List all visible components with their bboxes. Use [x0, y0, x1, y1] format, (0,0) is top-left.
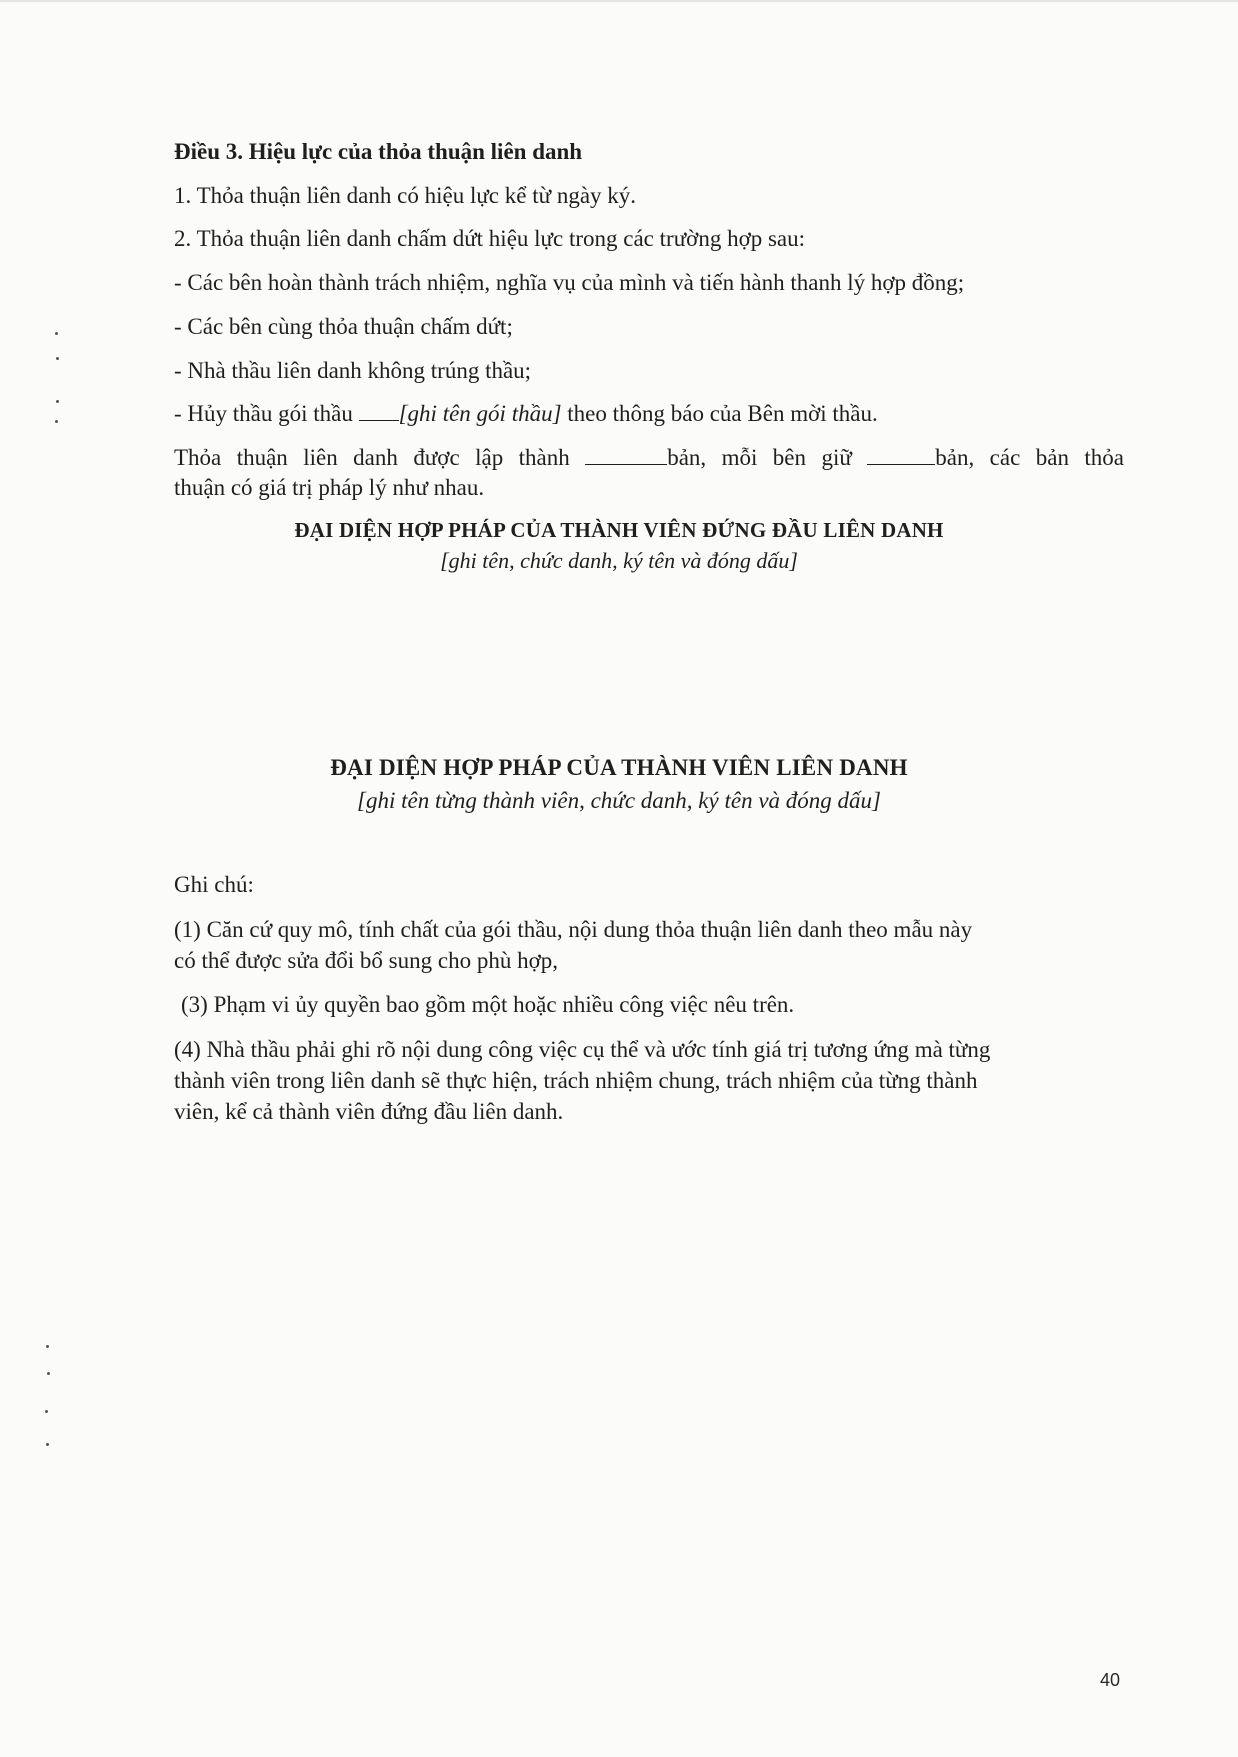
- scan-speck: [46, 1345, 49, 1348]
- blank-package-name: [359, 400, 399, 421]
- lead-representative-instruction: [ghi tên, chức danh, ký tên và đóng dấu]: [440, 548, 798, 573]
- lead-representative-title: ĐẠI DIỆN HỢP PHÁP CỦA THÀNH VIÊN ĐỨNG ĐẦU LIÊN DANH: [294, 518, 944, 542]
- bullet-1: - Các bên hoàn thành trách nhiệm, nghĩa vụ của mình và tiến hành thanh lý hợp đồng;: [174, 270, 965, 295]
- member-representative-instruction: [ghi tên từng thành viên, chức danh, ký tên và đóng dấu]: [357, 788, 881, 813]
- copies-text-2: bản, mỗi bên giữ: [667, 445, 868, 470]
- scan-speck: [45, 1410, 48, 1413]
- notes-label: Ghi chú:: [174, 872, 254, 897]
- scan-speck: [46, 1443, 49, 1446]
- blank-copies-total: [585, 444, 667, 465]
- copies-line-1: [174, 443, 1124, 473]
- scan-speck: [56, 357, 59, 360]
- scan-speck: [55, 332, 58, 335]
- copies-line-2: thuận có giá trị pháp lý như nhau.: [174, 475, 485, 500]
- bullet-4-prefix: - Hủy thầu gói thầu: [174, 401, 359, 426]
- scan-speck: [55, 420, 58, 423]
- note-4-line-1: (4) Nhà thầu phải ghi rõ nội dung công việc cụ thể và ước tính giá trị tương ứng mà từng: [174, 1037, 991, 1062]
- bullet-4: [174, 399, 878, 429]
- scan-edge: [0, 0, 1238, 2]
- clause-1: 1. Thỏa thuận liên danh có hiệu lực kể từ ngày ký.: [174, 183, 637, 208]
- bullet-3: - Nhà thầu liên danh không trúng thầu;: [174, 358, 532, 383]
- member-representative-title: ĐẠI DIỆN HỢP PHÁP CỦA THÀNH VIÊN LIÊN DANH: [330, 755, 908, 780]
- scan-speck: [56, 400, 59, 403]
- article-heading: Điều 3. Hiệu lực của thỏa thuận liên danh: [174, 139, 583, 164]
- scan-speck: [47, 1372, 50, 1375]
- page-number: 40: [1100, 1670, 1121, 1690]
- bullet-2: - Các bên cùng thỏa thuận chấm dứt;: [174, 314, 513, 339]
- copies-text-1: Thỏa thuận liên danh được lập thành: [174, 445, 586, 470]
- copies-text-3: bản, các bản thỏa: [935, 445, 1124, 470]
- bullet-4-suffix: theo thông báo của Bên mời thầu.: [561, 401, 878, 426]
- blank-copies-each: [867, 444, 935, 465]
- note-4-line-3: viên, kể cả thành viên đứng đầu liên danh.: [174, 1099, 564, 1124]
- note-1-line-2: có thể được sửa đổi bổ sung cho phù hợp,: [174, 948, 558, 973]
- bullet-4-placeholder: [ghi tên gói thầu]: [398, 401, 562, 426]
- note-3: (3) Phạm vi ủy quyền bao gồm một hoặc nhiều công việc nêu trên.: [181, 992, 795, 1017]
- note-4-line-2: thành viên trong liên danh sẽ thực hiện, trách nhiệm chung, trách nhiệm của từng thành: [174, 1068, 978, 1093]
- clause-2: 2. Thỏa thuận liên danh chấm dứt hiệu lực trong các trường hợp sau:: [174, 226, 806, 251]
- note-1-line-1: (1) Căn cứ quy mô, tính chất của gói thầu, nội dung thỏa thuận liên danh theo mẫu này: [174, 917, 973, 942]
